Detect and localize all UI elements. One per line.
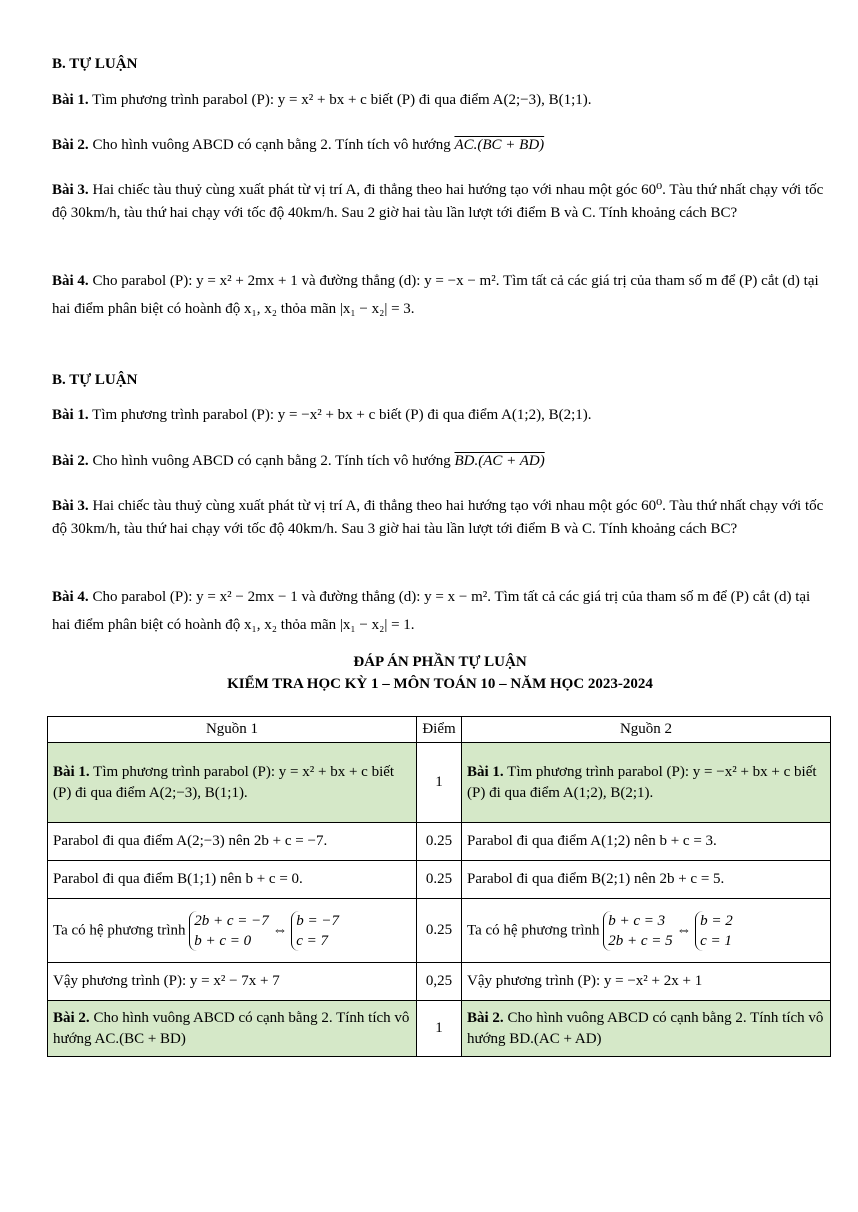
row1-source-1: Bài 1. Tìm phương trình parabol (P): y = x² + bx + c biết (P) đi qua điểm A(2;−3), B(1;1). [48,743,417,823]
table-row [48,823,831,861]
row2-source-1: Parabol đi qua điểm A(2;−3) nên 2b + c = −7. [48,823,417,861]
answer-table [47,716,831,1057]
equation-system: 2b + c = −7 b + c = 0 [189,911,269,951]
problem-1: Bài 1. Tìm phương trình parabol (P): y = x² + bx + c biết (P) đi qua điểm A(2;−3), B(1;1). [52,92,592,108]
problem-1-text: Tìm phương trình parabol (P): y = x² + bx + c biết (P) đi qua điểm A(2;−3), B(1;1). [92,92,592,108]
problem-1-v2: Bài 1. Tìm phương trình parabol (P): y = −x² + bx + c biết (P) đi qua điểm A(1;2), B(2;1). [52,407,592,423]
problem-4: Bài 4. Cho parabol (P): y = x² + 2mx + 1 và đường thẳng (d): y = −x − m². Tìm tất cả các giá trị của tham số m để (P) cắt (d) tại hai điểm phân biệt có hoành độ x₁, x₂ thỏa mãn |x₁ − x₂| = 3. [52,273,819,317]
problem-2: Bài 2. Cho hình vuông ABCD có cạnh bằng 2. Tính tích vô hướng AC.(BC + BD) [52,137,545,153]
row3-score: 0.25 [417,861,462,899]
row3-source-2: Parabol đi qua điểm B(2;1) nên 2b + c = 5. [462,861,831,899]
row1-score: 1 [417,743,462,823]
table-row [48,963,831,1001]
row5-source-2: Vậy phương trình (P): y = −x² + 2x + 1 [462,963,831,1001]
problem-3: Bài 3. Hai chiếc tàu thuỷ cùng xuất phát từ vị trí A, đi thẳng theo hai hướng tạo với nhau một góc 60⁰. Tàu thứ nhất chạy với tốc độ 30km/h, tàu thứ hai chạy với tốc độ 40km/h. Sau 2 giờ hai tàu lần lượt tới điểm B và C. Tính khoảng cách BC? [52,182,824,221]
table-row [48,743,831,823]
table-header-row [48,717,831,743]
table-row [48,1001,831,1057]
section-title-2: B. TỰ LUẬN [52,372,138,388]
row1-source-2: Bài 1. Tìm phương trình parabol (P): y = −x² + bx + c biết (P) đi qua điểm A(1;2), B(2;1). [462,743,831,823]
row3-source-1: Parabol đi qua điểm B(1;1) nên b + c = 0. [48,861,417,899]
section-title: B. TỰ LUẬN [52,56,138,72]
row2-score: 0.25 [417,823,462,861]
problem-3-v2: Bài 3. Hai chiếc tàu thuỷ cùng xuất phát từ vị trí A, đi thẳng theo hai hướng tạo với nhau một góc 60⁰. Tàu thứ nhất chạy với tốc độ 30km/h, tàu thứ hai chạy với tốc độ 40km/h. Sau 3 giờ hai tàu lần lượt tới điểm B và C. Tính khoảng cách BC? [52,498,824,537]
row5-score: 0,25 [417,963,462,1001]
vector-expression: BD.(AC + AD) [454,453,545,469]
table-row [48,899,831,963]
table-row [48,861,831,899]
problem-2-v2: Bài 2. Cho hình vuông ABCD có cạnh bằng 2. Tính tích vô hướng BD.(AC + AD) [52,453,545,469]
header-source-1: Nguồn 1 [48,717,417,743]
equation-system: b + c = 3 2b + c = 5 [603,911,672,951]
header-source-2: Nguồn 2 [462,717,831,743]
row2-source-2: Parabol đi qua điểm A(1;2) nên b + c = 3. [462,823,831,861]
answer-subheading: KIỂM TRA HỌC KỲ 1 – MÔN TOÁN 10 – NĂM HỌC 2023-2024 [227,676,653,692]
row6-source-1: Bài 2. Cho hình vuông ABCD có cạnh bằng 2. Tính tích vô hướng AC.(BC + BD) [48,1001,417,1057]
equation-system-result: b = −7 c = 7 [291,911,339,951]
problem-4-v2: Bài 4. Cho parabol (P): y = x² − 2mx − 1 và đường thẳng (d): y = x − m². Tìm tất cả các giá trị của tham số m để (P) cắt (d) tại hai điểm phân biệt có hoành độ x₁, x₂ thỏa mãn |x₁ − x₂| = 1. [52,589,811,633]
equation-system-result: b = 2 c = 1 [695,911,733,951]
answer-heading: ĐÁP ÁN PHẦN TỰ LUẬN [353,654,527,670]
row6-source-2: Bài 2. Cho hình vuông ABCD có cạnh bằng 2. Tính tích vô hướng BD.(AC + AD) [462,1001,831,1057]
row5-source-1: Vậy phương trình (P): y = x² − 7x + 7 [48,963,417,1001]
row4-source-1: Ta có hệ phương trình 2b + c = −7 b + c = 0 ⇔ b = −7 c = 7 [48,899,417,963]
header-score: Điểm [417,717,462,743]
row4-score: 0.25 [417,899,462,963]
row6-score: 1 [417,1001,462,1057]
row4-source-2: Ta có hệ phương trình b + c = 3 2b + c = 5 ⇔ b = 2 c = 1 [462,899,831,963]
vector-expression: AC.(BC + BD) [454,137,545,153]
